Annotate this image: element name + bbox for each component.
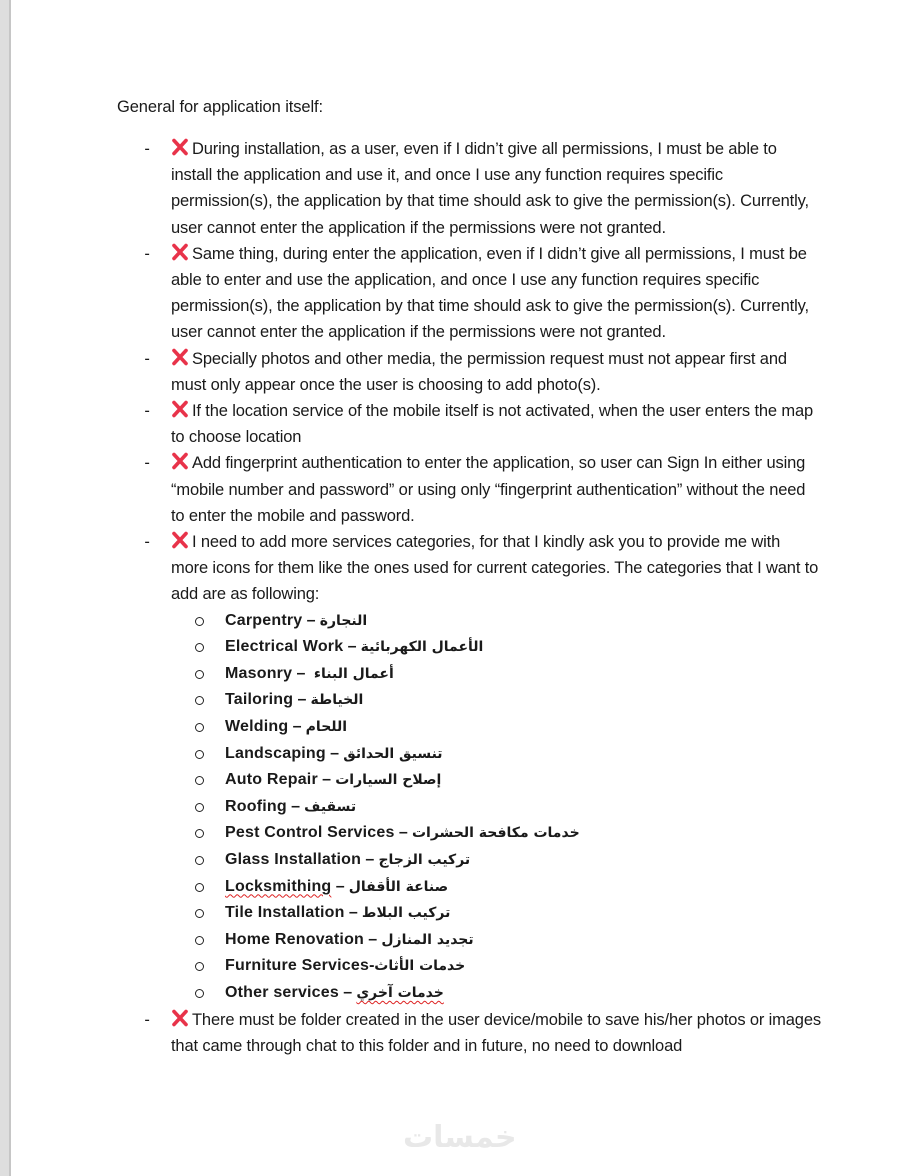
category-english: Welding — [225, 718, 289, 736]
category-english: Furniture Services — [225, 957, 370, 975]
category-item — [195, 794, 821, 821]
hollow-circle-bullet — [195, 856, 204, 865]
category-item — [195, 687, 821, 714]
requirement-text: I need to add more services categories, for that I kindly ask you to provide me with more icons for them like the ones used for current categories. The categories that I want to add are as following: — [171, 533, 819, 604]
window-left-gutter — [0, 0, 11, 1176]
category-arabic-misspelled: خدمات آخري — [356, 984, 444, 1001]
category-english: Tile Installation — [225, 904, 345, 922]
category-separator: – — [364, 930, 382, 948]
hollow-circle-bullet — [195, 909, 204, 918]
category-item — [195, 661, 821, 688]
requirement-text: Add fingerprint authentication to enter the application, so user can Sign In either using “mobile number and password” or using only “fingerprint authentication” without the need to enter the mobile and password. — [171, 454, 806, 525]
category-item — [195, 634, 821, 661]
document-page — [11, 0, 917, 1176]
category-item — [195, 767, 821, 794]
category-item — [195, 608, 821, 635]
dash-bullet: - — [144, 454, 150, 473]
hollow-circle-bullet — [195, 617, 204, 626]
category-english: Home Renovation — [225, 930, 365, 948]
category-english: Landscaping — [225, 744, 326, 762]
category-arabic: الخياطة — [310, 692, 364, 709]
category-english: Auto Repair — [225, 771, 318, 789]
categories-list — [195, 608, 821, 1007]
hollow-circle-bullet — [195, 750, 204, 759]
category-separator: - — [369, 957, 375, 975]
hollow-circle-bullet — [195, 829, 204, 838]
category-separator: – — [344, 904, 362, 922]
khamsat-watermark: خمسات — [403, 1120, 517, 1155]
hollow-circle-bullet — [195, 723, 204, 732]
category-item — [195, 847, 821, 874]
category-arabic: خدمات الأثاث — [374, 958, 466, 975]
category-arabic: إصلاح السيارات — [335, 772, 442, 789]
section-heading: General for application itself: — [117, 98, 324, 116]
requirements-list — [141, 136, 821, 1059]
requirement-text: Same thing, during enter the application, even if I didn’t give all permissions, I must be able to enter and use the application, and once I use any function requires specific permission(s), the application by that time should ask to give the permission(s). Currently, user cannot enter the application if the permissions were not granted. — [171, 244, 809, 342]
category-english: Carpentry — [225, 611, 303, 629]
category-arabic: النجارة — [319, 612, 368, 629]
dash-bullet: - — [144, 349, 150, 368]
category-arabic: تسقيف — [304, 798, 357, 815]
requirement-item — [141, 136, 821, 241]
category-english: Masonry — [225, 664, 293, 682]
category-english: Glass Installation — [225, 851, 362, 868]
hollow-circle-bullet — [195, 962, 204, 971]
red-cross-mark-icon — [171, 452, 189, 470]
requirement-text: There must be folder created in the user device/mobile to save his/her photos or images that came through chat to this folder and in future, no need to download — [171, 1010, 821, 1055]
red-cross-mark-icon — [171, 243, 189, 261]
red-cross-mark-icon — [171, 531, 189, 549]
red-cross-mark-icon — [171, 1009, 189, 1027]
hollow-circle-bullet — [195, 989, 204, 998]
requirement-item — [141, 450, 821, 529]
requirement-item — [141, 346, 821, 398]
category-item — [195, 953, 821, 980]
requirement-item — [141, 1007, 821, 1059]
category-arabic: تركيب البلاط — [361, 905, 451, 922]
category-item — [195, 714, 821, 741]
category-separator: – — [331, 877, 349, 895]
category-english: Pest Control Services — [225, 824, 395, 842]
category-separator: – — [343, 638, 361, 656]
category-separator: – — [394, 824, 412, 842]
category-item — [195, 980, 821, 1007]
category-separator: – — [288, 718, 306, 736]
category-separator: – — [292, 664, 314, 682]
dash-bullet: - — [144, 402, 150, 421]
category-separator: – — [293, 691, 311, 709]
hollow-circle-bullet — [195, 696, 204, 705]
category-english-misspelled: Locksmithing — [225, 877, 332, 895]
category-separator: – — [325, 744, 344, 762]
category-english: Roofing — [225, 797, 287, 815]
category-arabic: اللحام — [305, 719, 348, 736]
requirement-item — [141, 241, 821, 346]
category-arabic: تركيب الزجاج — [378, 852, 471, 868]
hollow-circle-bullet — [195, 936, 204, 945]
category-separator: – — [338, 983, 357, 1001]
dash-bullet: - — [144, 244, 150, 263]
category-english: Tailoring — [225, 691, 294, 709]
dash-bullet: - — [144, 140, 150, 158]
red-cross-mark-icon — [171, 138, 189, 156]
hollow-circle-bullet — [195, 643, 204, 652]
category-item — [195, 874, 821, 901]
category-item — [195, 820, 821, 847]
requirement-text: If the location service of the mobile itself is not activated, when the user enters the map to choose location — [171, 402, 814, 447]
category-arabic: الأعمال الكهربائية — [360, 639, 484, 656]
red-cross-mark-icon — [171, 348, 189, 366]
hollow-circle-bullet — [195, 776, 204, 785]
category-arabic: تجديد المنازل — [381, 931, 474, 948]
category-english: Other services — [225, 983, 339, 1001]
category-separator: – — [361, 851, 379, 868]
hollow-circle-bullet — [195, 670, 204, 679]
red-cross-mark-icon — [171, 400, 189, 418]
category-arabic: تنسيق الحدائق — [343, 745, 443, 762]
requirement-text: During installation, as a user, even if I didn’t give all permissions, I must be able to install the application and use it, and once I use any function requires specific permission(s), the application by that time should ask to give the permission(s). Currently, user cannot enter the application if the permissions were not granted. — [171, 140, 809, 237]
category-arabic: خدمات مكافحة الحشرات — [411, 825, 580, 842]
requirement-item — [141, 529, 821, 1007]
category-item — [195, 741, 821, 768]
hollow-circle-bullet — [195, 883, 204, 892]
category-separator: – — [286, 797, 305, 815]
category-item — [195, 900, 821, 927]
category-english: Electrical Work — [225, 638, 344, 656]
category-separator: – — [317, 771, 336, 789]
hollow-circle-bullet — [195, 803, 204, 812]
requirement-text: Specially photos and other media, the permission request must not appear first and must only appear once the user is choosing to add photo(s). — [171, 349, 787, 394]
requirement-item — [141, 398, 821, 450]
category-item — [195, 927, 821, 954]
category-arabic: أعمال البناء — [313, 665, 394, 682]
dash-bullet: - — [144, 533, 150, 552]
category-arabic: صناعة الأقفال — [348, 878, 449, 895]
category-separator: – — [302, 611, 320, 629]
dash-bullet: - — [144, 1010, 150, 1029]
